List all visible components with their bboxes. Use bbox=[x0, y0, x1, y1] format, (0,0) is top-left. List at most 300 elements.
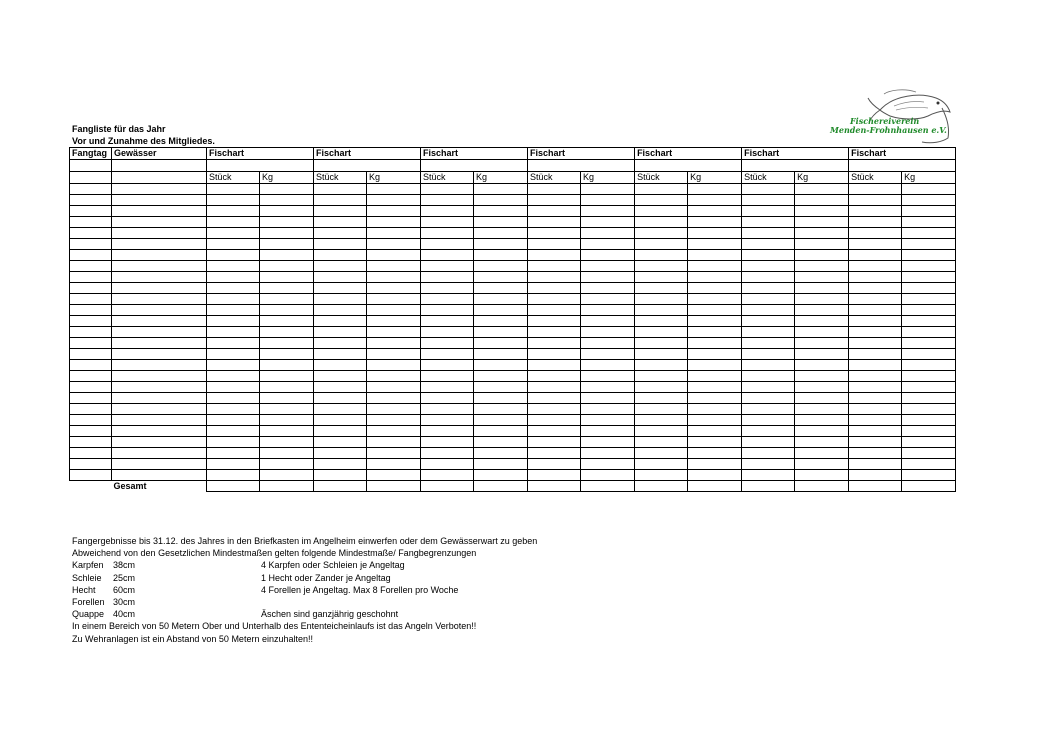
table-cell[interactable] bbox=[635, 206, 688, 217]
table-cell[interactable] bbox=[474, 404, 528, 415]
table-cell[interactable] bbox=[260, 272, 314, 283]
table-cell[interactable] bbox=[849, 261, 902, 272]
table-cell[interactable] bbox=[70, 470, 112, 481]
table-cell[interactable] bbox=[742, 228, 795, 239]
table-cell[interactable] bbox=[902, 217, 956, 228]
table-cell[interactable] bbox=[112, 206, 207, 217]
table-cell[interactable] bbox=[421, 294, 474, 305]
table-cell[interactable] bbox=[528, 206, 581, 217]
table-cell[interactable] bbox=[367, 250, 421, 261]
table-cell[interactable] bbox=[314, 217, 367, 228]
table-cell[interactable] bbox=[474, 184, 528, 195]
table-cell[interactable] bbox=[688, 393, 742, 404]
table-cell[interactable] bbox=[367, 404, 421, 415]
table-cell[interactable] bbox=[849, 294, 902, 305]
table-cell[interactable] bbox=[112, 426, 207, 437]
table-cell[interactable] bbox=[742, 283, 795, 294]
table-cell[interactable] bbox=[688, 470, 742, 481]
table-cell[interactable] bbox=[902, 327, 956, 338]
table-cell[interactable] bbox=[902, 382, 956, 393]
table-cell[interactable] bbox=[688, 404, 742, 415]
table-cell[interactable] bbox=[207, 283, 260, 294]
table-cell[interactable] bbox=[688, 228, 742, 239]
table-cell[interactable] bbox=[688, 305, 742, 316]
table-cell[interactable] bbox=[581, 250, 635, 261]
table-cell[interactable] bbox=[528, 184, 581, 195]
table-cell[interactable] bbox=[688, 272, 742, 283]
table-cell[interactable] bbox=[635, 217, 688, 228]
total-cell[interactable] bbox=[688, 481, 742, 492]
table-cell[interactable] bbox=[528, 294, 581, 305]
table-cell[interactable] bbox=[112, 316, 207, 327]
table-cell[interactable] bbox=[70, 239, 112, 250]
table-cell[interactable] bbox=[474, 294, 528, 305]
table-cell[interactable] bbox=[742, 316, 795, 327]
total-cell[interactable] bbox=[795, 481, 849, 492]
table-cell[interactable] bbox=[260, 316, 314, 327]
table-cell[interactable] bbox=[421, 305, 474, 316]
table-cell[interactable] bbox=[635, 250, 688, 261]
table-cell[interactable] bbox=[260, 470, 314, 481]
table-row[interactable] bbox=[70, 283, 956, 294]
table-cell[interactable] bbox=[849, 415, 902, 426]
table-cell[interactable] bbox=[742, 195, 795, 206]
table-cell[interactable] bbox=[581, 338, 635, 349]
table-cell[interactable] bbox=[742, 272, 795, 283]
table-row[interactable] bbox=[70, 272, 956, 283]
total-cell[interactable] bbox=[474, 481, 528, 492]
table-cell[interactable] bbox=[421, 393, 474, 404]
table-cell[interactable] bbox=[260, 360, 314, 371]
table-cell[interactable] bbox=[112, 470, 207, 481]
table-cell[interactable] bbox=[902, 404, 956, 415]
table-cell[interactable] bbox=[742, 184, 795, 195]
table-cell[interactable] bbox=[207, 393, 260, 404]
table-cell[interactable] bbox=[742, 382, 795, 393]
table-cell[interactable] bbox=[742, 250, 795, 261]
table-cell[interactable] bbox=[528, 404, 581, 415]
table-cell[interactable] bbox=[581, 316, 635, 327]
table-cell[interactable] bbox=[367, 228, 421, 239]
table-cell[interactable] bbox=[635, 261, 688, 272]
table-cell[interactable] bbox=[581, 415, 635, 426]
table-cell[interactable] bbox=[742, 426, 795, 437]
table-cell[interactable] bbox=[528, 470, 581, 481]
table-cell[interactable] bbox=[207, 415, 260, 426]
table-cell[interactable] bbox=[367, 217, 421, 228]
table-cell[interactable] bbox=[528, 448, 581, 459]
table-cell[interactable] bbox=[207, 338, 260, 349]
table-cell[interactable] bbox=[688, 459, 742, 470]
table-cell[interactable] bbox=[795, 261, 849, 272]
table-cell[interactable] bbox=[314, 239, 367, 250]
table-cell[interactable] bbox=[314, 327, 367, 338]
table-cell[interactable] bbox=[70, 437, 112, 448]
table-cell[interactable] bbox=[528, 250, 581, 261]
table-cell[interactable] bbox=[635, 184, 688, 195]
table-cell[interactable] bbox=[528, 195, 581, 206]
table-cell[interactable] bbox=[421, 327, 474, 338]
table-cell[interactable] bbox=[314, 316, 367, 327]
table-cell[interactable] bbox=[260, 305, 314, 316]
total-cell[interactable] bbox=[207, 481, 260, 492]
table-cell[interactable] bbox=[742, 437, 795, 448]
table-cell[interactable] bbox=[474, 316, 528, 327]
table-cell[interactable] bbox=[742, 415, 795, 426]
total-cell[interactable] bbox=[314, 481, 367, 492]
table-cell[interactable] bbox=[70, 217, 112, 228]
table-cell[interactable] bbox=[849, 316, 902, 327]
table-cell[interactable] bbox=[688, 294, 742, 305]
table-cell[interactable] bbox=[260, 195, 314, 206]
total-cell[interactable] bbox=[742, 481, 795, 492]
table-cell[interactable] bbox=[474, 195, 528, 206]
table-cell[interactable] bbox=[474, 470, 528, 481]
table-cell[interactable] bbox=[112, 294, 207, 305]
table-cell[interactable] bbox=[314, 195, 367, 206]
table-cell[interactable] bbox=[635, 305, 688, 316]
table-cell[interactable] bbox=[528, 360, 581, 371]
table-cell[interactable] bbox=[474, 393, 528, 404]
table-cell[interactable] bbox=[795, 459, 849, 470]
table-cell[interactable] bbox=[528, 349, 581, 360]
table-cell[interactable] bbox=[528, 437, 581, 448]
table-cell[interactable] bbox=[742, 349, 795, 360]
table-cell[interactable] bbox=[795, 349, 849, 360]
table-cell[interactable] bbox=[688, 338, 742, 349]
table-cell[interactable] bbox=[688, 184, 742, 195]
table-cell[interactable] bbox=[112, 184, 207, 195]
table-cell[interactable] bbox=[581, 470, 635, 481]
table-cell[interactable] bbox=[367, 459, 421, 470]
table-cell[interactable] bbox=[260, 184, 314, 195]
table-cell[interactable] bbox=[635, 316, 688, 327]
table-cell[interactable] bbox=[314, 459, 367, 470]
table-cell[interactable] bbox=[260, 404, 314, 415]
table-cell[interactable] bbox=[70, 294, 112, 305]
table-cell[interactable] bbox=[742, 459, 795, 470]
table-cell[interactable] bbox=[849, 283, 902, 294]
table-cell[interactable] bbox=[581, 206, 635, 217]
table-cell[interactable] bbox=[70, 426, 112, 437]
table-cell[interactable] bbox=[421, 184, 474, 195]
table-cell[interactable] bbox=[207, 228, 260, 239]
table-cell[interactable] bbox=[260, 327, 314, 338]
table-cell[interactable] bbox=[849, 184, 902, 195]
table-cell[interactable] bbox=[112, 217, 207, 228]
table-cell[interactable] bbox=[367, 294, 421, 305]
table-cell[interactable] bbox=[688, 239, 742, 250]
table-cell[interactable] bbox=[70, 283, 112, 294]
table-cell[interactable] bbox=[314, 448, 367, 459]
table-cell[interactable] bbox=[795, 327, 849, 338]
table-cell[interactable] bbox=[367, 415, 421, 426]
table-cell[interactable] bbox=[260, 349, 314, 360]
table-cell[interactable] bbox=[849, 360, 902, 371]
table-cell[interactable] bbox=[902, 448, 956, 459]
table-cell[interactable] bbox=[70, 382, 112, 393]
table-cell[interactable] bbox=[528, 272, 581, 283]
table-cell[interactable] bbox=[902, 228, 956, 239]
table-cell[interactable] bbox=[528, 261, 581, 272]
table-cell[interactable] bbox=[849, 206, 902, 217]
table-row[interactable] bbox=[70, 294, 956, 305]
table-cell[interactable] bbox=[314, 404, 367, 415]
table-cell[interactable] bbox=[112, 305, 207, 316]
table-row[interactable] bbox=[70, 195, 956, 206]
table-cell[interactable] bbox=[849, 382, 902, 393]
table-row[interactable] bbox=[70, 305, 956, 316]
table-cell[interactable] bbox=[581, 393, 635, 404]
table-cell[interactable] bbox=[474, 283, 528, 294]
table-cell[interactable] bbox=[70, 305, 112, 316]
table-cell[interactable] bbox=[795, 426, 849, 437]
table-cell[interactable] bbox=[421, 250, 474, 261]
table-row[interactable] bbox=[70, 393, 956, 404]
table-cell[interactable] bbox=[112, 382, 207, 393]
table-cell[interactable] bbox=[795, 371, 849, 382]
table-cell[interactable] bbox=[902, 371, 956, 382]
table-cell[interactable] bbox=[635, 393, 688, 404]
table-cell[interactable] bbox=[314, 283, 367, 294]
table-cell[interactable] bbox=[742, 327, 795, 338]
table-cell[interactable] bbox=[112, 272, 207, 283]
table-cell[interactable] bbox=[849, 217, 902, 228]
table-cell[interactable] bbox=[795, 228, 849, 239]
table-cell[interactable] bbox=[688, 316, 742, 327]
table-cell[interactable] bbox=[581, 459, 635, 470]
table-cell[interactable] bbox=[207, 316, 260, 327]
table-cell[interactable] bbox=[795, 437, 849, 448]
table-cell[interactable] bbox=[742, 404, 795, 415]
table-cell[interactable] bbox=[795, 404, 849, 415]
table-cell[interactable] bbox=[849, 371, 902, 382]
table-cell[interactable] bbox=[207, 426, 260, 437]
table-cell[interactable] bbox=[260, 283, 314, 294]
table-cell[interactable] bbox=[112, 338, 207, 349]
table-cell[interactable] bbox=[635, 404, 688, 415]
table-cell[interactable] bbox=[795, 184, 849, 195]
table-cell[interactable] bbox=[902, 184, 956, 195]
table-cell[interactable] bbox=[688, 206, 742, 217]
table-cell[interactable] bbox=[635, 338, 688, 349]
table-cell[interactable] bbox=[260, 261, 314, 272]
table-cell[interactable] bbox=[688, 195, 742, 206]
table-cell[interactable] bbox=[635, 470, 688, 481]
table-cell[interactable] bbox=[70, 393, 112, 404]
table-cell[interactable] bbox=[367, 261, 421, 272]
table-cell[interactable] bbox=[635, 437, 688, 448]
table-cell[interactable] bbox=[421, 338, 474, 349]
table-cell[interactable] bbox=[421, 283, 474, 294]
table-cell[interactable] bbox=[314, 415, 367, 426]
table-cell[interactable] bbox=[581, 349, 635, 360]
table-cell[interactable] bbox=[421, 470, 474, 481]
table-cell[interactable] bbox=[581, 404, 635, 415]
table-cell[interactable] bbox=[70, 316, 112, 327]
table-row[interactable] bbox=[70, 338, 956, 349]
table-cell[interactable] bbox=[474, 250, 528, 261]
table-cell[interactable] bbox=[474, 217, 528, 228]
table-cell[interactable] bbox=[112, 448, 207, 459]
table-cell[interactable] bbox=[207, 195, 260, 206]
table-cell[interactable] bbox=[635, 327, 688, 338]
table-cell[interactable] bbox=[581, 195, 635, 206]
table-cell[interactable] bbox=[367, 426, 421, 437]
table-cell[interactable] bbox=[795, 250, 849, 261]
table-cell[interactable] bbox=[112, 360, 207, 371]
table-cell[interactable] bbox=[314, 426, 367, 437]
table-cell[interactable] bbox=[314, 305, 367, 316]
table-cell[interactable] bbox=[742, 261, 795, 272]
table-cell[interactable] bbox=[207, 382, 260, 393]
table-cell[interactable] bbox=[742, 294, 795, 305]
table-cell[interactable] bbox=[635, 195, 688, 206]
table-cell[interactable] bbox=[688, 327, 742, 338]
total-cell[interactable] bbox=[528, 481, 581, 492]
table-cell[interactable] bbox=[112, 261, 207, 272]
table-cell[interactable] bbox=[260, 459, 314, 470]
table-cell[interactable] bbox=[421, 195, 474, 206]
table-cell[interactable] bbox=[367, 195, 421, 206]
table-cell[interactable] bbox=[70, 195, 112, 206]
table-cell[interactable] bbox=[635, 228, 688, 239]
total-cell[interactable] bbox=[421, 481, 474, 492]
table-cell[interactable] bbox=[367, 448, 421, 459]
table-cell[interactable] bbox=[581, 305, 635, 316]
table-cell[interactable] bbox=[207, 272, 260, 283]
table-cell[interactable] bbox=[421, 371, 474, 382]
table-cell[interactable] bbox=[849, 459, 902, 470]
table-cell[interactable] bbox=[314, 437, 367, 448]
table-cell[interactable] bbox=[795, 272, 849, 283]
table-cell[interactable] bbox=[70, 250, 112, 261]
table-cell[interactable] bbox=[795, 239, 849, 250]
table-cell[interactable] bbox=[902, 305, 956, 316]
table-cell[interactable] bbox=[902, 206, 956, 217]
table-cell[interactable] bbox=[581, 437, 635, 448]
table-row[interactable] bbox=[70, 206, 956, 217]
table-cell[interactable] bbox=[474, 437, 528, 448]
table-cell[interactable] bbox=[314, 228, 367, 239]
total-cell[interactable] bbox=[635, 481, 688, 492]
table-cell[interactable] bbox=[528, 426, 581, 437]
table-cell[interactable] bbox=[207, 261, 260, 272]
table-cell[interactable] bbox=[742, 338, 795, 349]
table-cell[interactable] bbox=[795, 206, 849, 217]
table-cell[interactable] bbox=[367, 371, 421, 382]
table-cell[interactable] bbox=[902, 470, 956, 481]
table-cell[interactable] bbox=[528, 415, 581, 426]
table-cell[interactable] bbox=[902, 360, 956, 371]
table-cell[interactable] bbox=[314, 470, 367, 481]
table-cell[interactable] bbox=[635, 459, 688, 470]
table-cell[interactable] bbox=[421, 415, 474, 426]
table-row[interactable] bbox=[70, 470, 956, 481]
table-cell[interactable] bbox=[367, 349, 421, 360]
table-cell[interactable] bbox=[112, 371, 207, 382]
table-cell[interactable] bbox=[902, 426, 956, 437]
table-cell[interactable] bbox=[421, 316, 474, 327]
table-cell[interactable] bbox=[207, 217, 260, 228]
table-cell[interactable] bbox=[795, 382, 849, 393]
table-cell[interactable] bbox=[528, 305, 581, 316]
table-cell[interactable] bbox=[528, 239, 581, 250]
table-cell[interactable] bbox=[260, 437, 314, 448]
table-cell[interactable] bbox=[70, 184, 112, 195]
table-cell[interactable] bbox=[474, 371, 528, 382]
table-cell[interactable] bbox=[581, 261, 635, 272]
table-cell[interactable] bbox=[421, 239, 474, 250]
table-cell[interactable] bbox=[795, 393, 849, 404]
table-cell[interactable] bbox=[314, 360, 367, 371]
table-cell[interactable] bbox=[474, 360, 528, 371]
table-cell[interactable] bbox=[112, 415, 207, 426]
table-cell[interactable] bbox=[742, 360, 795, 371]
table-row[interactable] bbox=[70, 239, 956, 250]
table-cell[interactable] bbox=[528, 459, 581, 470]
table-cell[interactable] bbox=[260, 382, 314, 393]
table-cell[interactable] bbox=[849, 393, 902, 404]
table-cell[interactable] bbox=[795, 294, 849, 305]
table-cell[interactable] bbox=[112, 349, 207, 360]
table-cell[interactable] bbox=[260, 448, 314, 459]
table-cell[interactable] bbox=[70, 415, 112, 426]
table-cell[interactable] bbox=[421, 448, 474, 459]
table-cell[interactable] bbox=[260, 217, 314, 228]
table-cell[interactable] bbox=[207, 470, 260, 481]
table-cell[interactable] bbox=[688, 261, 742, 272]
table-cell[interactable] bbox=[849, 338, 902, 349]
table-cell[interactable] bbox=[849, 437, 902, 448]
table-cell[interactable] bbox=[581, 283, 635, 294]
table-cell[interactable] bbox=[474, 459, 528, 470]
table-row[interactable] bbox=[70, 349, 956, 360]
table-cell[interactable] bbox=[421, 217, 474, 228]
table-cell[interactable] bbox=[367, 437, 421, 448]
table-cell[interactable] bbox=[260, 228, 314, 239]
table-row[interactable] bbox=[70, 371, 956, 382]
total-cell[interactable] bbox=[260, 481, 314, 492]
table-cell[interactable] bbox=[474, 415, 528, 426]
table-cell[interactable] bbox=[581, 360, 635, 371]
table-cell[interactable] bbox=[902, 338, 956, 349]
table-cell[interactable] bbox=[528, 316, 581, 327]
table-cell[interactable] bbox=[849, 470, 902, 481]
table-cell[interactable] bbox=[207, 448, 260, 459]
table-cell[interactable] bbox=[528, 217, 581, 228]
table-cell[interactable] bbox=[581, 239, 635, 250]
table-cell[interactable] bbox=[421, 349, 474, 360]
table-cell[interactable] bbox=[528, 327, 581, 338]
table-cell[interactable] bbox=[207, 206, 260, 217]
table-cell[interactable] bbox=[849, 228, 902, 239]
table-row[interactable] bbox=[70, 217, 956, 228]
table-cell[interactable] bbox=[474, 338, 528, 349]
table-cell[interactable] bbox=[260, 426, 314, 437]
table-cell[interactable] bbox=[902, 393, 956, 404]
table-cell[interactable] bbox=[849, 272, 902, 283]
table-cell[interactable] bbox=[902, 294, 956, 305]
table-cell[interactable] bbox=[795, 316, 849, 327]
table-row[interactable] bbox=[70, 437, 956, 448]
table-cell[interactable] bbox=[581, 382, 635, 393]
table-cell[interactable] bbox=[795, 415, 849, 426]
table-cell[interactable] bbox=[70, 228, 112, 239]
table-cell[interactable] bbox=[314, 393, 367, 404]
table-cell[interactable] bbox=[635, 426, 688, 437]
table-cell[interactable] bbox=[902, 459, 956, 470]
